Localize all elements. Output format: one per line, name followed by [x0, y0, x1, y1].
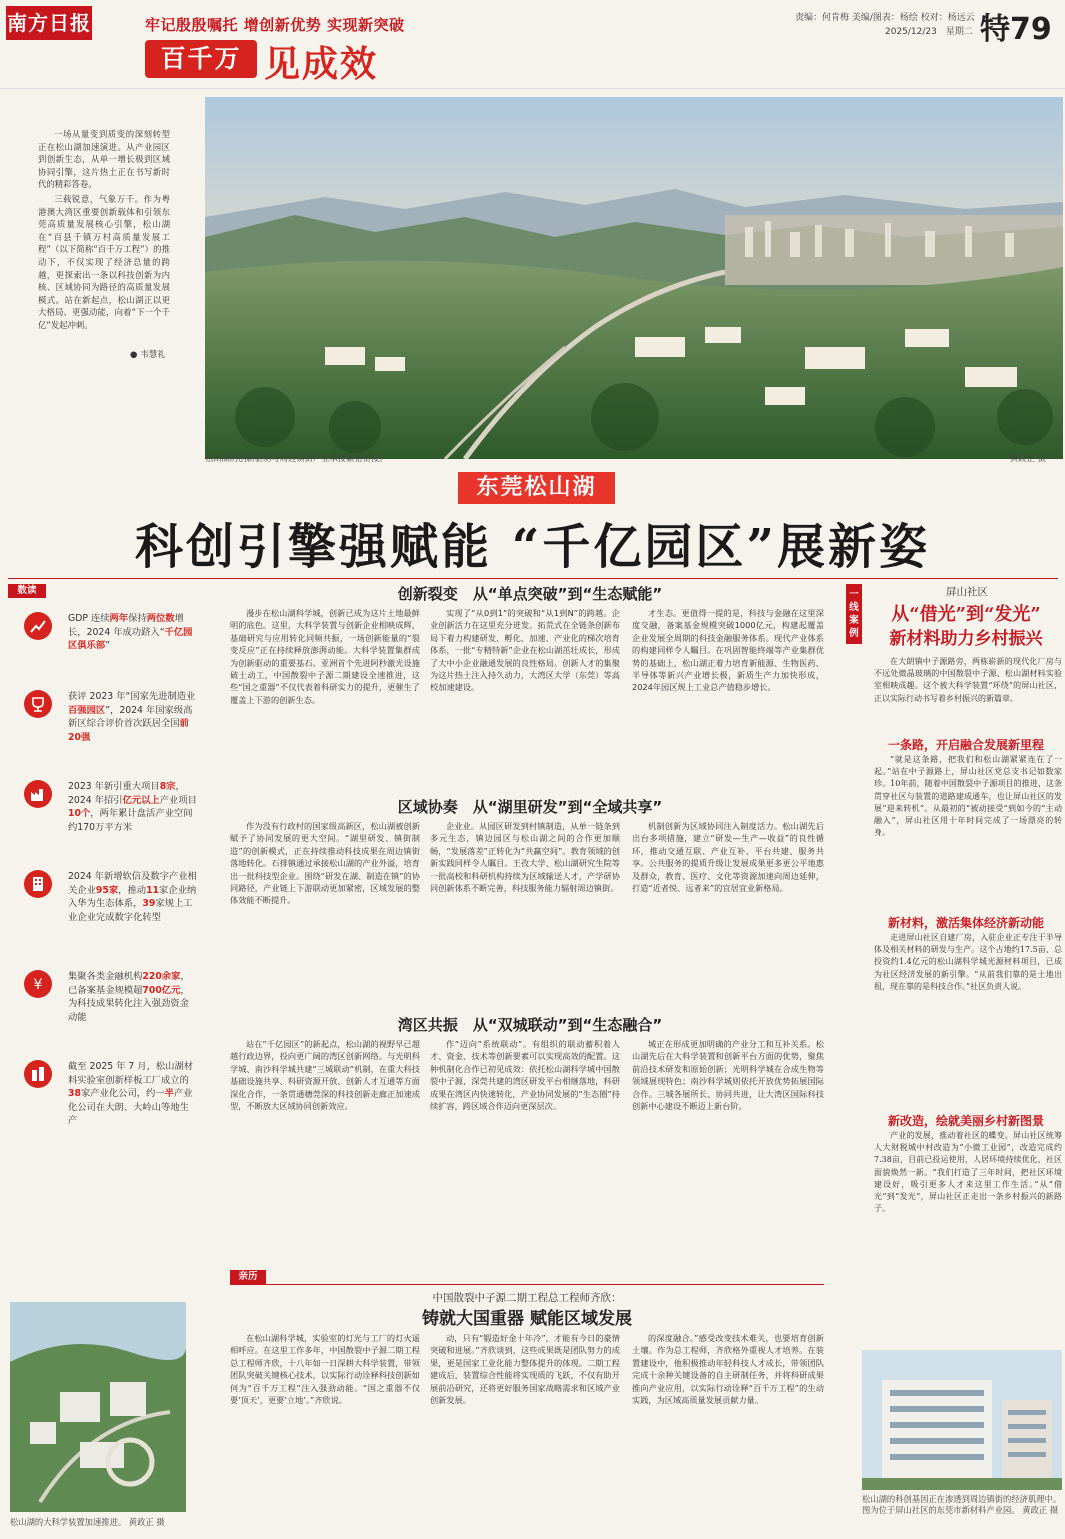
stat-text: 获评 2023 年“国家先进制造业百强园区”，2024 年国家级高新区综合评价首次跃居全国前20强 [68, 691, 196, 743]
article-column: 实现了“从0到1”的突破和“从1到N”的跨越。企业创新活力在这里充分迸发。拓荒式在全链条创新布局下着力构建研发、孵化、加速、产业化的梯次培育体系，一批“专精特新”企业在松山湖茁壮成长，形成了大中小企业融通发展的良性格局。创新人才的集聚为这片热土注入持久动力，大湾区大学（东莞）等高校加速建设。 [430, 608, 620, 693]
intro-author-name: 韦慧礼 [140, 350, 166, 360]
masthead-divider [0, 88, 1065, 89]
profile-subtitle: 中国散裂中子源二期工程总工程师齐欣： [432, 1292, 622, 1304]
lab-building-icon [24, 1060, 52, 1088]
article-column: 漫步在松山湖科学城，创新已成为这片土地最鲜明的底色。这里，大科学装置与创新企业相映成辉，基础研究与应用转化同频共振，一场创新能量的“裂变反应”正在持续释放澎湃动能。大科学装置集群成为创新驱动的重要基石。亚洲首个先进阿秒激光设施破土动工，中国散裂中子源二期建设全速推进，这些“国之重器”不仅代表着科研实力的提升，更催生了覆盖上下游的创新生态。 [230, 608, 420, 705]
date: 2025/12/23 [885, 27, 937, 37]
stat-text: 2023 年新引重大项目8宗，2024 年招引亿元以上产业项目10个，两年累计盘活产业空间约170万平方米 [68, 781, 197, 833]
stat-item [24, 970, 194, 1040]
article-column: 企业业。从园区研发到村镇制造，从单一链条到多元生态，镇边园区与松山湖之间的合作更加顺畅，“发展落差”正转化为“共赢空间”。教育领域的创新实践同样令人瞩目。王孜大学、松山湖研究生院等一批高校和科研机构持续为区域输送人才，产学研协同创新体系不断完善，科技服务能力辐射周边镇街。 [430, 821, 620, 894]
newspaper-logo: 南方日报 [6, 6, 92, 40]
case-paragraph: 走进屏山社区自建厂房，入驻企业正专注于半导体及相关材料的研发与生产。这个占地约17.5亩、总投资约1.4亿元的松山湖科学城光源材料项目，已成为社区经济发展的新引擎。“从前我们靠的是土地出租，现在靠的是科技合作。”社区负责人说。 [874, 933, 1062, 991]
kicker-label: 东莞松山湖 [458, 472, 615, 504]
weekday: 星期二 [945, 27, 973, 37]
section-title: 区域协奏 从“湖里研发”到“全域共享” [397, 798, 663, 816]
editors-credit: 责编：何肯梅 美编/图表：杨绘 校对：杨远云 [795, 13, 975, 23]
stat-item [24, 1060, 194, 1140]
article-column: 机制创新为区域协同注入制度活力。松山湖先后出台多项措施，建立“研发—生产—收益”的良性循环，推动交通互联、产业互补、平台共建、服务共享。公共服务的提质升级让发展成果更多更公平地惠及群众，教育、医疗、文化等资源加速向周边延伸，打造“近者悦、远者来”的宜居宜业新格局。 [632, 821, 824, 894]
case-subheading: 一条路，开启融合发展新里程 [887, 738, 1044, 752]
case-subheading: 新材料，激活集体经济新动能 [887, 916, 1044, 930]
headline: 科创引擎强赋能 “千亿园区”展新姿 [135, 519, 930, 575]
case-paragraph: 产业的发展，推动着社区的蝶变。屏山社区统筹人大财税城中村改造为“小微工业园”，改造完成约7.38亩，目前已投运使用，人居环境持续优化，社区面貌焕然一新。“我们打造了三年时间，把社区环境建设好，吸引更多人才来这里工作生活。”从“借光”到“发光”，屏山社区正走出一条乡村振兴的新路子。 [874, 1131, 1062, 1214]
science-facility-image [10, 1302, 186, 1512]
data-tag: 数读 [8, 584, 46, 598]
case-title-line1: 从“借光”到“发光” [891, 604, 1041, 625]
section-title: 湾区共振 从“双城联动”到“生态融合” [397, 1016, 663, 1034]
stat-item [24, 690, 194, 760]
profile-photo [10, 1302, 186, 1512]
case-photo-caption: 松山湖的科创基因正在渗透到周边镇街的经济肌理中。图为位于屏山社区的东莞市新材料产业园。 黄政正 摄 [862, 1494, 1062, 1515]
profile-tag: 亲历 [230, 1270, 266, 1284]
trophy-icon [24, 690, 52, 718]
case-photo-credit: 黄政正 摄 [1022, 1505, 1059, 1515]
main-photo-caption: 松山湖的创新驱动与周边镇街产业承接紧密衔接。 [205, 453, 388, 463]
profile-photo-caption: 松山湖的大科学装置加速推进。 黄政正 摄 [10, 1517, 165, 1527]
series-title-box: 百千万 [145, 40, 257, 78]
building-icon [24, 870, 52, 898]
factory-icon [24, 780, 52, 808]
aerial-landscape-image [205, 97, 1063, 459]
page-number: 特79 [980, 12, 1052, 47]
case-paragraph: 在大朗镇中子源路旁，两栋崭新的现代化厂房与不远处微晶玻璃的中国散裂中子源、松山湖材料实验室相映成趣。这个被大科学装置“环绕”的屏山社区，正以实际行动书写着乡村振兴的新篇章。 [874, 657, 1062, 703]
stat-text: 集聚各类金融机构220余家，已备案基金规模超700亿元，为科技成果转化注入强劲资金动能 [68, 971, 190, 1023]
growth-chart-icon [24, 612, 52, 640]
case-subheading: 新改造，绘就美丽乡村新图景 [887, 1114, 1044, 1128]
stat-item [24, 870, 197, 950]
stat-text: GDP 连续两年保持两位数增长，2024 年成功跻入“千亿园区俱乐部” [68, 613, 193, 652]
intro-text [38, 128, 170, 334]
intro-paragraph: 一场从量变到质变的深刻转型正在松山湖加速演进。从产业园区到创新生态，从单一增长极到区域协同引擎，这片热土正在书写新时代的精彩答卷。 [38, 129, 170, 190]
profile-divider [230, 1284, 824, 1285]
industrial-park-image [862, 1350, 1062, 1490]
svg-text:¥: ¥ [33, 977, 43, 993]
stat-text: 2024 年新增软信及数字产业相关企业95家，推动11家企业纳入华为生态体系，39家规上工业企业完成数字化转型 [68, 871, 197, 923]
main-photo-credit: 黄政正 摄 [1010, 453, 1046, 463]
case-tag: 一线案例 [849, 589, 859, 639]
article-column: 站在“千亿园区”的新起点，松山湖的视野早已超越行政边界，投向更广阔的湾区创新网络。与光明科学城、南沙科学城共建“三城联动”机制，在重大科技基础设施共享、科研资源开放、创新人才互通等方面深化合作，一条贯通穗莞深的科技创新走廊正加速成型，不断放大区域协同创新效应。 [230, 1039, 420, 1112]
money-bag-icon [24, 970, 52, 998]
stat-text: 截至 2025 年 7 月，松山湖材料实验室创新样板工厂成立的38家产业化公司，约一半产业化公司在大朗、大岭山等地生产 [68, 1061, 194, 1127]
case-photo [862, 1350, 1062, 1490]
article-column: 才生态。更值得一提的是，科技与金融在这里深度交融，备案基金规模突破1000亿元，构建起覆盖企业发展全周期的科技金融服务体系。现代产业体系的构建同样令人瞩目。在巩固智能终端等产业集群优势的基础上，松山湖正着力培育新能源、生物医药、半导体等新兴产业增长极，新质生产力加快形成，2024年园区规上工业总产值稳步增长。 [632, 608, 824, 693]
section-title: 创新裂变 从“单点突破”到“生态赋能” [397, 585, 663, 603]
headline-divider [8, 578, 1058, 579]
case-kicker: 屏山社区 [946, 586, 988, 598]
intro-paragraph: 三载锐意，气象万千。作为粤港澳大湾区重要创新载体和引领东莞高质量发展核心引擎，松山湖在“百县千镇万村高质量发展工程”（以下简称“百千万工程”）的推动下，不仅实现了经济总量的跨越，更探索出一条以科技创新为内核、区域协同为路径的高质量发展模式。站在新起点，松山湖正以更大格局、更强动能，向着“下一个千亿”发起冲刺。 [38, 193, 170, 330]
article-column: 城正在形成更加明确的产业分工和互补关系。松山湖先后在大科学装置和创新平台方面的优势，聚焦前沿技术研发和原始创新；光明科学城在合成生物等领域展现特色；南沙科学城则依托开放优势拓展国际合作。三城各展所长、协同共进，让大湾区国际科技创新中心建设不断迈上新台阶。 [632, 1039, 824, 1112]
series-title-rest: 见成效 [264, 44, 379, 85]
article-column: 作为没有行政村的国家级高新区，松山湖被创新赋予了协同发展的更大空间。“湖里研发、镇街制造”的创新模式，正在持续推动科技成果在周边镇街落地转化。石排镇通过承接松山湖的产业外溢，培育出一批科技型企业。围绕“研发在湖、制造在镇”的协同路径，产业链上下游联动更加紧密，区域发展的整体效能不断提升。 [230, 821, 420, 906]
article-column: 的深度融合。”感受改变技术难关，也要培育创新土壤。作为总工程师，齐欣格外重视人才培养。在装置建设中，他积极推动年轻科技人才成长，带领团队完成十余种关键设备的自主研制任务，并将科研成果推向产业应用，以实际行动诠释“百千万工程”的生动实践，为区域高质量发展贡献力量。 [632, 1333, 824, 1406]
intro-author: ● 韦慧礼 [130, 350, 166, 360]
main-photo [205, 97, 1063, 459]
article-column: 在松山湖科学城，实验室的灯光与工厂的灯火遥相呼应。在这里工作多年，中国散裂中子源二期工程总工程师齐欣，十八年如一日深耕大科学装置，带领团队突破关键核心技术，以实际行动诠释科技创新如何为“百千万工程”注入强劲动能。“国之重器不仅要‘顶天’，更要‘立地’。”齐欣说。 [230, 1333, 420, 1406]
stat-item [24, 612, 194, 672]
article-column: 作“迈向”系统联动”。有组织的联动蓄积着人才、资金、技术等创新要素可以实现高效的配置。这种机制化合作已初见成效：依托松山湖科学城中国散裂中子源，深莞共建的湾区研发平台相继落地，科研成果在湾区内快速转化，产业协同发展的“生态圈”持续扩容，跨区域合作迈向更深层次。 [430, 1039, 620, 1112]
article-column: 动，只有“锻造好金十年冷”，才能有今日的豪情突破和进展。”齐欣谈到，这些成果既是团队努力的成果，更是国家工业化能力整体提升的体现。二期工程建成后，装置综合性能将实现质的飞跃，不仅有助开展前沿研究，还将更好服务国家战略需求和区域产业创新发展。 [430, 1333, 620, 1406]
slogan: 牢记殷殷嘱托 增创新优势 实现新突破 [145, 16, 405, 34]
case-title-line2: 新材料助力乡村振兴 [889, 629, 1043, 649]
stat-item [24, 780, 197, 850]
profile-title: 铸就大国重器 赋能区域发展 [422, 1309, 632, 1329]
date-info [885, 24, 973, 37]
case-paragraph: “就是这条路，把我们和松山湖紧紧连在了一起。”站在中子源路上，屏山社区党总支书记如数家珍。10年前，随着中国散裂中子源项目的推进，这条贯穿社区与装置的道路建成通车，也让屏山社区的发展“迎来转机”。从最初的“被动接受”到如今的“主动融入”，屏山社区用十年时间完成了一场漂亮的转身。 [874, 755, 1062, 838]
